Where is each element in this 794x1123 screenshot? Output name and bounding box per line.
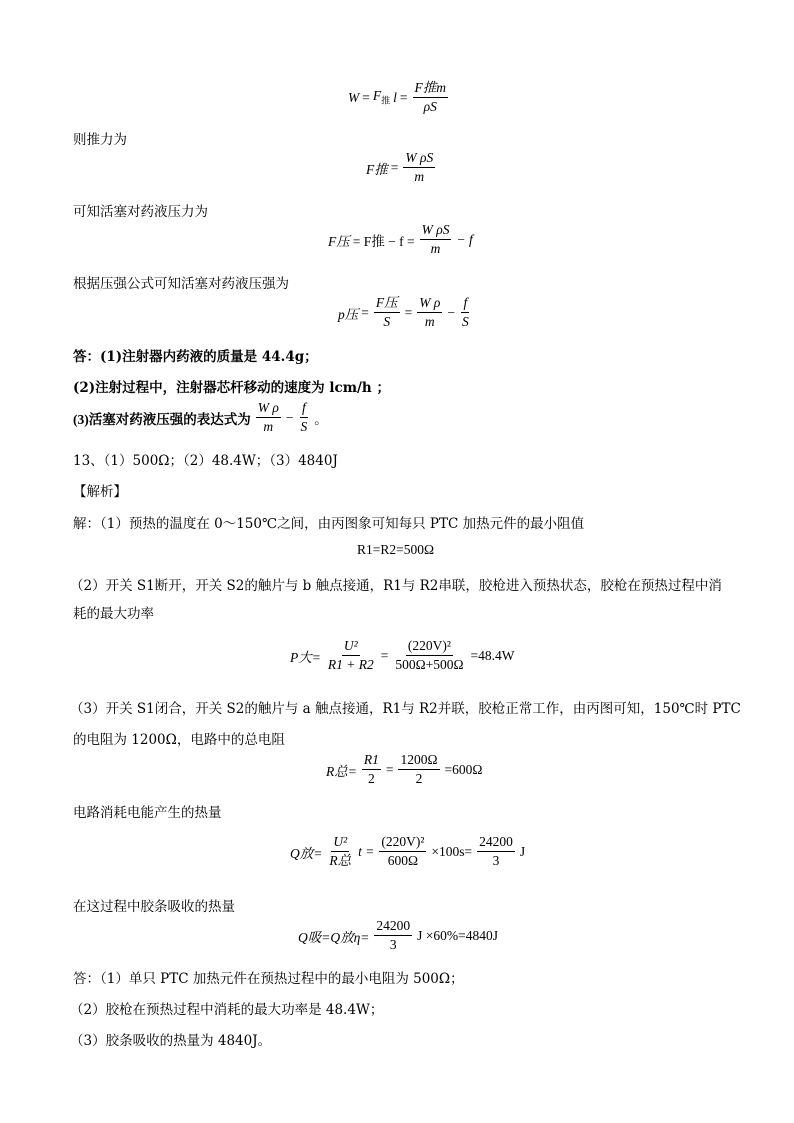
answer-3-num-1: W ρ xyxy=(256,400,281,418)
formula-work-l: l xyxy=(393,89,397,105)
formula-max-power-lhs: P大= xyxy=(290,649,321,665)
formula-heat-absorbed xyxy=(298,918,498,953)
formula-heat-released-den-3: 3 xyxy=(492,853,500,868)
text-pressure-force-intro: 可知活塞对药液压力为 xyxy=(73,204,208,220)
formula-max-power xyxy=(290,638,515,673)
formula-pressure-den-3: S xyxy=(461,314,469,329)
formula-pressure-force-fraction xyxy=(420,222,452,257)
formula-thrust-den: m xyxy=(414,169,425,184)
formula-thrust-lhs: F推 xyxy=(366,161,388,177)
formula-pressure-minus: − xyxy=(447,304,455,320)
formula-pressure-force-lhs: F压 xyxy=(328,233,350,249)
formula-pressure-force-eq: = F推 − f = xyxy=(352,233,415,249)
formula-pressure-num-3: f xyxy=(461,295,469,313)
formula-pressure-force-tail: − f xyxy=(456,231,473,247)
formula-pressure-eq: = xyxy=(361,304,369,320)
formula-heat-released-num-3: 24200 xyxy=(477,834,515,852)
formula-max-power-eq: = xyxy=(380,647,389,663)
formula-heat-absorbed-fraction xyxy=(374,918,412,953)
formula-pressure-fraction-3 xyxy=(460,295,471,330)
formula-work-eq: = xyxy=(362,89,370,105)
formula-heat-released-mid: t = xyxy=(358,843,375,859)
final-answer-2: （2）胶枪在预热过程中消耗的最大功率是 48.4W； xyxy=(70,1002,384,1018)
formula-total-resistance xyxy=(326,752,482,787)
formula-heat-released-fraction-1 xyxy=(327,834,353,869)
solution-step-1: 解：（1）预热的温度在 0～150℃之间，由丙图象可知每只 PTC 加热元件的最小阻值 xyxy=(73,516,585,532)
answer-3-num-2: f xyxy=(300,400,308,418)
formula-work-eq2: = xyxy=(399,89,408,105)
formula-max-power-num-1: U² xyxy=(342,638,360,656)
final-answer-3: （3）胶条吸收的热量为 4840J。 xyxy=(70,1033,272,1049)
formula-max-power-fraction-1 xyxy=(326,638,376,673)
analysis-heading: 【解析】 xyxy=(73,484,127,500)
formula-total-resistance-fraction-2 xyxy=(398,752,439,787)
formula-total-resistance-num-2: 1200Ω xyxy=(398,752,439,770)
formula-total-resistance-eq: = xyxy=(385,761,394,777)
formula-max-power-tail: =48.4W xyxy=(470,647,515,663)
formula-heat-absorbed-lhs: Q吸=Q放η= xyxy=(298,929,370,945)
formula-work-force xyxy=(373,88,390,107)
formula-thrust-eq: = xyxy=(390,159,399,175)
text-heat-intro: 电路消耗电能产生的热量 xyxy=(73,805,222,821)
formula-heat-absorbed-den: 3 xyxy=(389,937,397,952)
answer-3-den-2: S xyxy=(300,419,308,434)
formula-heat-released-num-1: U² xyxy=(331,834,349,852)
formula-total-resistance-tail: =600Ω xyxy=(444,761,483,777)
answer-3 xyxy=(73,400,328,435)
formula-max-power-den-2: 500Ω+500Ω xyxy=(395,657,464,672)
formula-total-resistance-num-1: R1 xyxy=(362,752,381,770)
answer-3-fraction-2 xyxy=(298,400,309,435)
formula-heat-released xyxy=(290,834,525,869)
formula-total-resistance-lhs: R总= xyxy=(326,763,357,779)
text-thrust-intro: 则推力为 xyxy=(73,132,127,148)
formula-heat-released-lhs: Q放= xyxy=(290,845,323,861)
formula-work xyxy=(348,80,450,115)
formula-min-resistance: R1=R2=500Ω xyxy=(357,542,435,557)
solution-step-2-line-2: 耗的最大功率 xyxy=(73,606,154,622)
formula-heat-absorbed-num: 24200 xyxy=(374,918,412,936)
text-absorbed-intro: 在这过程中胶条吸收的热量 xyxy=(73,899,235,915)
answer-2: (2)注射过程中，注射器芯杆移动的速度为 lcm/h ； xyxy=(73,380,390,396)
formula-thrust-num: W ρS xyxy=(403,150,435,168)
answer-3-den-1: m xyxy=(263,419,274,434)
final-answer-1: 答：（1）单只 PTC 加热元件在预热过程中的最小电阻为 500Ω； xyxy=(73,971,464,987)
formula-max-power-num-2: (220V)² xyxy=(406,638,453,656)
formula-pressure-num-2: W ρ xyxy=(417,295,442,313)
solution-step-2-line-1: （2）开关 S1断开，开关 S2的触片与 b 触点接通，R1与 R2串联，胶枪进入预热状态，胶枪在预热过程中消 xyxy=(70,578,722,594)
solution-step-3-line-1: （3）开关 S1闭合，开关 S2的触片与 a 触点接通，R1与 R2并联，胶枪正常工作，由丙图可知，150℃时 PTC xyxy=(70,701,741,717)
formula-max-power-fraction-2 xyxy=(393,638,465,673)
formula-max-power-den-1: R1 + R2 xyxy=(327,657,374,672)
formula-pressure-lhs: p压 xyxy=(338,306,359,322)
answer-3-minus: − xyxy=(285,409,294,425)
formula-heat-released-mid2: ×100s= xyxy=(431,843,473,859)
formula-work-num: F推m xyxy=(413,80,449,98)
formula-pressure xyxy=(338,295,473,330)
formula-work-force-symbol: F xyxy=(372,88,382,104)
formula-heat-released-num-2: (220V)² xyxy=(379,834,426,852)
formula-pressure-force-num: W ρS xyxy=(420,222,452,240)
formula-pressure-den-1: S xyxy=(383,314,391,329)
answer-3-end: 。 xyxy=(314,411,328,427)
answer-3-fraction-1 xyxy=(256,400,281,435)
formula-work-lhs: W xyxy=(348,89,360,105)
formula-thrust-fraction xyxy=(403,150,435,185)
formula-heat-released-den-1: R总 xyxy=(329,853,352,868)
formula-thrust xyxy=(366,150,437,185)
question-13-answer: 13、（1）500Ω；（2）48.4W；（3）4840J xyxy=(73,453,338,469)
formula-pressure-force xyxy=(328,222,473,257)
formula-heat-released-fraction-3 xyxy=(477,834,515,869)
formula-work-fraction xyxy=(413,80,449,115)
formula-pressure-fraction-2 xyxy=(417,295,442,330)
solution-step-3-line-2: 的电阻为 1200Ω，电路中的总电阻 xyxy=(73,732,285,748)
formula-pressure-force-den: m xyxy=(430,241,441,256)
formula-heat-released-den-2: 600Ω xyxy=(387,853,419,868)
formula-pressure-fraction-1 xyxy=(374,295,400,330)
formula-heat-released-tail: J xyxy=(519,843,526,859)
formula-pressure-eq2: = xyxy=(404,304,413,320)
formula-total-resistance-den-2: 2 xyxy=(415,771,423,786)
answer-3-prefix: (3)活塞对药液压强的表达式为 xyxy=(73,411,251,427)
formula-work-force-sub: 推 xyxy=(381,95,391,106)
formula-total-resistance-fraction-1 xyxy=(362,752,381,787)
formula-pressure-den-2: m xyxy=(424,314,435,329)
formula-heat-absorbed-tail: J ×60%=4840J xyxy=(417,927,499,943)
formula-total-resistance-den-1: 2 xyxy=(367,771,375,786)
answer-1: 答：(1)注射器内药液的质量是 44.4g； xyxy=(73,349,318,365)
text-pressure-intro: 根据压强公式可知活塞对药液压强为 xyxy=(73,276,289,292)
formula-heat-released-fraction-2 xyxy=(379,834,426,869)
formula-work-den: ρS xyxy=(423,99,437,114)
formula-pressure-num-1: F压 xyxy=(374,295,400,313)
